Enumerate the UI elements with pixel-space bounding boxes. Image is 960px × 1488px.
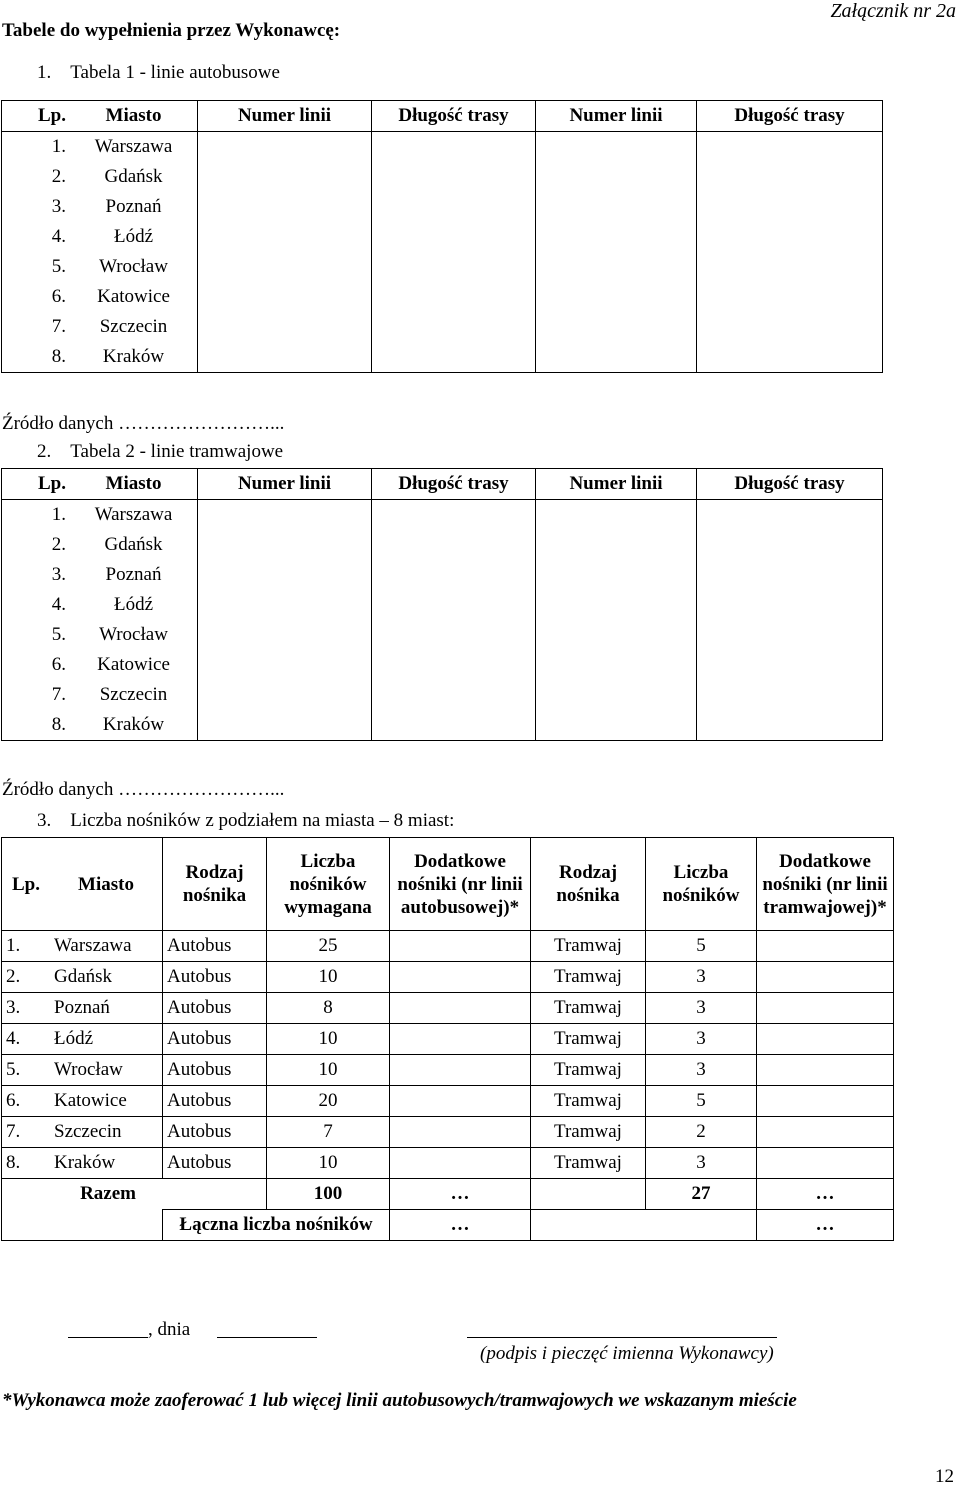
table2-source: Źródło danych ……………………...: [2, 779, 285, 800]
table1-col-length2: Długość trasy: [697, 101, 883, 132]
row-city: Poznań: [70, 560, 198, 590]
table2: [1, 468, 883, 741]
cell-tram-extra[interactable]: [757, 1148, 894, 1179]
row-city: Wrocław: [70, 252, 198, 282]
row-city: Katowice: [70, 282, 198, 312]
cell-length1[interactable]: [372, 500, 536, 531]
table2-col-line1: Numer linii: [198, 469, 372, 500]
total-tram-extra: …: [757, 1179, 894, 1210]
cell-line2[interactable]: [536, 222, 697, 252]
cell-tram-extra[interactable]: [757, 1086, 894, 1117]
table-row: [2, 1086, 894, 1117]
cell-line2[interactable]: [536, 342, 697, 373]
cell-length2[interactable]: [697, 620, 883, 650]
cell-length1[interactable]: [372, 192, 536, 222]
cell-line1[interactable]: [198, 162, 372, 192]
row-lp: 3.: [2, 560, 71, 590]
total-label: Razem: [2, 1179, 163, 1241]
row-city: Kraków: [50, 1148, 163, 1179]
date-label: , dnia: [148, 1319, 191, 1340]
table1-col-line2: Numer linii: [536, 101, 697, 132]
table-row: [2, 342, 883, 373]
row-lp: 6.: [2, 1086, 51, 1117]
table-row: [2, 252, 883, 282]
cell-line2[interactable]: [536, 282, 697, 312]
table-row: [2, 282, 883, 312]
table-row: [2, 710, 883, 741]
cell-bus-extra[interactable]: [390, 1117, 531, 1148]
row-city: Szczecin: [70, 312, 198, 342]
row-tram-type: Tramwaj: [531, 1148, 646, 1179]
cell-line2[interactable]: [536, 650, 697, 680]
row-lp: 6.: [2, 282, 71, 312]
row-tram-count: 3: [646, 1024, 757, 1055]
cell-length2[interactable]: [697, 162, 883, 192]
cell-bus-extra[interactable]: [390, 1055, 531, 1086]
table3-col-tram-type: Rodzaj nośnika: [531, 838, 646, 931]
grand-total-tram: …: [757, 1210, 894, 1241]
total-bus: 100: [267, 1179, 390, 1210]
cell-line2[interactable]: [536, 560, 697, 590]
row-bus-count: 10: [267, 1024, 390, 1055]
cell-length1[interactable]: [372, 650, 536, 680]
table-row: [2, 1148, 894, 1179]
cell-length2[interactable]: [697, 500, 883, 531]
table-row: [2, 500, 883, 531]
table3-col-bus-required: Liczba nośników wymagana: [267, 838, 390, 931]
cell-length2[interactable]: [697, 590, 883, 620]
table3-total-row: [2, 1179, 894, 1210]
cell-length2[interactable]: [697, 560, 883, 590]
table-row: [2, 993, 894, 1024]
table-row: [2, 560, 883, 590]
cell-bus-extra[interactable]: [390, 993, 531, 1024]
footnote: *Wykonawca może zaoferować 1 lub więcej linii autobusowych/tramwajowych we wskazanym mieście: [2, 1390, 797, 1411]
total-bus-extra: …: [390, 1179, 531, 1210]
cell-line1[interactable]: [198, 560, 372, 590]
place-line[interactable]: [68, 1337, 148, 1338]
cell-bus-extra[interactable]: [390, 962, 531, 993]
table-row: [2, 312, 883, 342]
row-lp: 2.: [2, 162, 71, 192]
row-bus-type: Autobus: [163, 1086, 267, 1117]
table3-col-bus-extra: Dodatkowe nośniki (nr linii autobusowej)*: [390, 838, 531, 931]
cell-length1[interactable]: [372, 282, 536, 312]
cell-length1[interactable]: [372, 710, 536, 741]
row-tram-count: 3: [646, 1055, 757, 1086]
table1-heading: 1. Tabela 1 - linie autobusowe: [37, 62, 280, 83]
table2-header-row: [2, 469, 883, 500]
row-city: Warszawa: [50, 931, 163, 962]
cell-line2[interactable]: [536, 530, 697, 560]
row-lp: 1.: [2, 132, 71, 163]
cell-line1[interactable]: [198, 530, 372, 560]
cell-line2[interactable]: [536, 132, 697, 163]
row-lp: 2.: [2, 530, 71, 560]
total-spacer: [163, 1179, 267, 1210]
row-city: Łódź: [70, 590, 198, 620]
table2-col-length2: Długość trasy: [697, 469, 883, 500]
cell-bus-extra[interactable]: [390, 1024, 531, 1055]
cell-line1[interactable]: [198, 710, 372, 741]
cell-line1[interactable]: [198, 312, 372, 342]
cell-length2[interactable]: [697, 650, 883, 680]
row-lp: 4.: [2, 1024, 51, 1055]
cell-length1[interactable]: [372, 312, 536, 342]
cell-length1[interactable]: [372, 680, 536, 710]
signature-line[interactable]: [467, 1337, 777, 1338]
row-tram-type: Tramwaj: [531, 962, 646, 993]
row-city: Łódź: [70, 222, 198, 252]
row-bus-count: 10: [267, 1148, 390, 1179]
table3-col-city: Miasto: [50, 838, 163, 931]
cell-length2[interactable]: [697, 192, 883, 222]
cell-length1[interactable]: [372, 560, 536, 590]
cell-line1[interactable]: [198, 282, 372, 312]
cell-line1[interactable]: [198, 342, 372, 373]
row-lp: 8.: [2, 1148, 51, 1179]
cell-length2[interactable]: [697, 222, 883, 252]
table-row: [2, 222, 883, 252]
row-bus-type: Autobus: [163, 1055, 267, 1086]
table2-col-city: Miasto: [70, 469, 198, 500]
cell-length2[interactable]: [697, 710, 883, 741]
table1-header-row: [2, 101, 883, 132]
grand-total-spacer: [531, 1210, 757, 1241]
row-bus-type: Autobus: [163, 931, 267, 962]
row-tram-type: Tramwaj: [531, 993, 646, 1024]
row-tram-type: Tramwaj: [531, 931, 646, 962]
cell-line1[interactable]: [198, 620, 372, 650]
row-bus-type: Autobus: [163, 1148, 267, 1179]
row-lp: 5.: [2, 252, 71, 282]
cell-line2[interactable]: [536, 192, 697, 222]
row-lp: 5.: [2, 620, 71, 650]
cell-line1[interactable]: [198, 192, 372, 222]
row-bus-type: Autobus: [163, 962, 267, 993]
row-lp: 3.: [2, 192, 71, 222]
row-bus-count: 10: [267, 1055, 390, 1086]
cell-line2[interactable]: [536, 620, 697, 650]
row-city: Poznań: [50, 993, 163, 1024]
row-city: Warszawa: [70, 500, 198, 531]
table1-col-city: Miasto: [70, 101, 198, 132]
row-bus-count: 25: [267, 931, 390, 962]
cell-length1[interactable]: [372, 252, 536, 282]
row-tram-count: 3: [646, 962, 757, 993]
table-row: [2, 162, 883, 192]
attachment-label: Załącznik nr 2a: [830, 0, 956, 22]
cell-length2[interactable]: [697, 342, 883, 373]
row-bus-type: Autobus: [163, 993, 267, 1024]
row-tram-count: 5: [646, 931, 757, 962]
table3: [1, 837, 894, 1241]
cell-length1[interactable]: [372, 222, 536, 252]
cell-line2[interactable]: [536, 162, 697, 192]
table3-col-lp: Lp.: [2, 838, 51, 931]
row-city: Łódź: [50, 1024, 163, 1055]
table-row: [2, 931, 894, 962]
cell-tram-extra[interactable]: [757, 993, 894, 1024]
table2-col-lp: Lp.: [2, 469, 71, 500]
row-tram-count: 5: [646, 1086, 757, 1117]
row-tram-type: Tramwaj: [531, 1117, 646, 1148]
cell-bus-extra[interactable]: [390, 931, 531, 962]
table-row: [2, 1117, 894, 1148]
row-lp: 3.: [2, 993, 51, 1024]
row-lp: 1.: [2, 931, 51, 962]
table1-col-line1: Numer linii: [198, 101, 372, 132]
row-tram-count: 3: [646, 1148, 757, 1179]
table-row: [2, 680, 883, 710]
table-row: [2, 590, 883, 620]
cell-bus-extra[interactable]: [390, 1086, 531, 1117]
cell-line2[interactable]: [536, 680, 697, 710]
cell-line1[interactable]: [198, 132, 372, 163]
table2-col-line2: Numer linii: [536, 469, 697, 500]
cell-line1[interactable]: [198, 590, 372, 620]
row-city: Szczecin: [50, 1117, 163, 1148]
cell-line1[interactable]: [198, 500, 372, 531]
cell-bus-extra[interactable]: [390, 1148, 531, 1179]
row-city: Poznań: [70, 192, 198, 222]
row-city: Katowice: [70, 650, 198, 680]
table3-col-tram-extra: Dodatkowe nośniki (nr linii tramwajowej)*: [757, 838, 894, 931]
table-row: [2, 1024, 894, 1055]
table1-col-lp: Lp.: [2, 101, 71, 132]
cell-length2[interactable]: [697, 530, 883, 560]
cell-length2[interactable]: [697, 282, 883, 312]
cell-line2[interactable]: [536, 252, 697, 282]
table-row: [2, 620, 883, 650]
date-line[interactable]: [217, 1337, 317, 1338]
row-city: Szczecin: [70, 680, 198, 710]
row-lp: 2.: [2, 962, 51, 993]
cell-line1[interactable]: [198, 680, 372, 710]
row-lp: 4.: [2, 590, 71, 620]
row-tram-count: 3: [646, 993, 757, 1024]
table3-heading: 3. Liczba nośników z podziałem na miasta – 8 miast:: [37, 810, 455, 831]
cell-length1[interactable]: [372, 132, 536, 163]
row-bus-count: 7: [267, 1117, 390, 1148]
cell-line2[interactable]: [536, 710, 697, 741]
row-bus-type: Autobus: [163, 1024, 267, 1055]
cell-length2[interactable]: [697, 312, 883, 342]
table-row: [2, 1055, 894, 1086]
row-city: Gdańsk: [50, 962, 163, 993]
row-tram-type: Tramwaj: [531, 1055, 646, 1086]
row-city: Warszawa: [70, 132, 198, 163]
table-row: [2, 530, 883, 560]
row-lp: 8.: [2, 342, 71, 373]
total-tram: 27: [646, 1179, 757, 1210]
cell-line1[interactable]: [198, 252, 372, 282]
table3-col-tram-count: Liczba nośników: [646, 838, 757, 931]
cell-tram-extra[interactable]: [757, 962, 894, 993]
table2-heading: 2. Tabela 2 - linie tramwajowe: [37, 441, 284, 462]
row-lp: 7.: [2, 1117, 51, 1148]
cell-tram-extra[interactable]: [757, 1117, 894, 1148]
row-city: Kraków: [70, 342, 198, 373]
row-bus-count: 10: [267, 962, 390, 993]
grand-total-label: Łączna liczba nośników: [163, 1210, 390, 1241]
grand-total-bus: …: [390, 1210, 531, 1241]
row-tram-count: 2: [646, 1117, 757, 1148]
row-tram-type: Tramwaj: [531, 1086, 646, 1117]
row-bus-count: 8: [267, 993, 390, 1024]
cell-line2[interactable]: [536, 590, 697, 620]
row-city: Gdańsk: [70, 162, 198, 192]
table-row: [2, 650, 883, 680]
table1-col-length1: Długość trasy: [372, 101, 536, 132]
row-lp: 6.: [2, 650, 71, 680]
table-row: [2, 132, 883, 163]
cell-line1[interactable]: [198, 650, 372, 680]
cell-length2[interactable]: [697, 252, 883, 282]
table-row: [2, 192, 883, 222]
row-lp: 8.: [2, 710, 71, 741]
table1-source: Źródło danych ……………………...: [2, 413, 285, 434]
cell-line2[interactable]: [536, 500, 697, 531]
row-bus-type: Autobus: [163, 1117, 267, 1148]
cell-line1[interactable]: [198, 222, 372, 252]
row-tram-type: Tramwaj: [531, 1024, 646, 1055]
cell-length2[interactable]: [697, 132, 883, 163]
cell-length1[interactable]: [372, 620, 536, 650]
row-city: Wrocław: [50, 1055, 163, 1086]
row-city: Gdańsk: [70, 530, 198, 560]
document-title: Tabele do wypełnienia przez Wykonawcę:: [2, 20, 341, 41]
table-row: [2, 962, 894, 993]
cell-length2[interactable]: [697, 680, 883, 710]
row-lp: 4.: [2, 222, 71, 252]
page-number: 12: [935, 1466, 954, 1487]
cell-length1[interactable]: [372, 530, 536, 560]
row-lp: 1.: [2, 500, 71, 531]
row-bus-count: 20: [267, 1086, 390, 1117]
row-lp: 5.: [2, 1055, 51, 1086]
cell-length1[interactable]: [372, 342, 536, 373]
signature-caption: (podpis i pieczęć imienna Wykonawcy): [480, 1343, 774, 1364]
cell-line2[interactable]: [536, 312, 697, 342]
cell-length1[interactable]: [372, 590, 536, 620]
row-city: Katowice: [50, 1086, 163, 1117]
cell-length1[interactable]: [372, 162, 536, 192]
cell-tram-extra[interactable]: [757, 1024, 894, 1055]
row-lp: 7.: [2, 680, 71, 710]
row-lp: 7.: [2, 312, 71, 342]
table2-col-length1: Długość trasy: [372, 469, 536, 500]
total-tram-spacer: [531, 1179, 646, 1210]
row-city: Wrocław: [70, 620, 198, 650]
table3-header-row: [2, 838, 894, 931]
cell-tram-extra[interactable]: [757, 1055, 894, 1086]
cell-tram-extra[interactable]: [757, 931, 894, 962]
table3-col-bus-type: Rodzaj nośnika: [163, 838, 267, 931]
row-city: Kraków: [70, 710, 198, 741]
table1: [1, 100, 883, 373]
